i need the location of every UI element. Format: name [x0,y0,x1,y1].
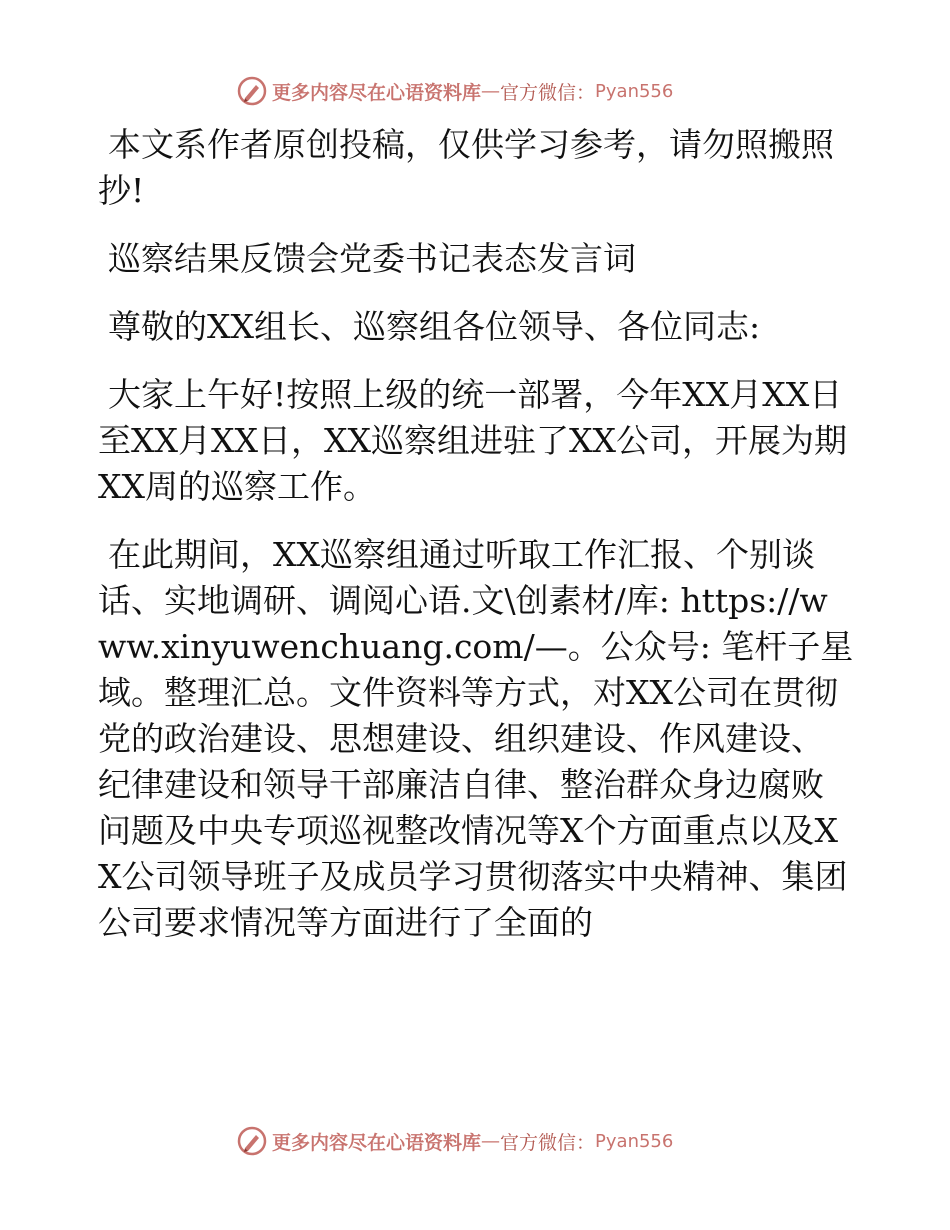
watermark-separator: — [481,1130,501,1152]
watermark-official-label: 官方微信： [500,81,596,104]
pen-logo-icon [236,1125,268,1157]
paragraph-inspection: 在此期间，XX巡察组通过听取工作汇报、个别谈话、实地调研、调阅心语.文\创素材/库: https://www.xinyuwenchuang.com/—。公众号: 笔杆子星域。整理汇总。文件资料等方式，对XX公司在贯彻党的政治建设、思想建设、组织建设、作风建设、纪律建设和领导干部廉洁自律、整治群众身边腐败问题及中央专项巡视整改情况等X个方面重点以及XX公司领导班子及成员学习贯彻落实中央精神、集团公司要求情况等方面进行了全面的 [98,535,854,942]
watermark-footer [236,1124,673,1158]
watermark-site-text: 更多内容尽在心语资料库 [272,81,482,104]
watermark-wechat-id: Pyan556 [595,80,674,102]
watermark-header [236,74,673,108]
paragraph-greeting: 大家上午好!按照上级的统一部署，今年XX月XX日至XX月XX日，XX巡察组进驻了XX公司，开展为期XX周的巡察工作。 [98,375,847,506]
watermark-site-text: 更多内容尽在心语资料库 [272,1131,482,1154]
watermark-wechat-id: Pyan556 [595,1130,674,1152]
watermark-official-label: 官方微信： [500,1131,596,1154]
document-body [98,122,854,946]
pen-logo-icon [236,75,268,107]
copyright-notice: 本文系作者原创投稿，仅供学习参考，请勿照搬照抄! [98,125,834,210]
watermark-separator: — [481,80,501,102]
salutation: 尊敬的XX组长、巡察组各位领导、各位同志: [108,307,761,346]
document-title: 巡察结果反馈会党委书记表态发言词 [108,239,636,278]
